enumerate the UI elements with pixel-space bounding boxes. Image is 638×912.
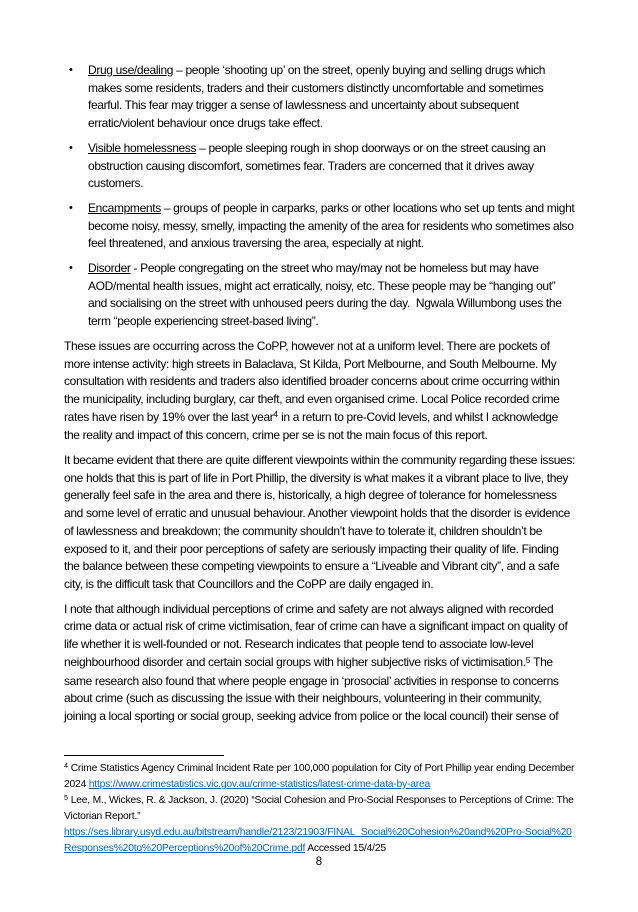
bullet-item-disorder [64, 260, 576, 331]
footnote-4 [64, 761, 576, 793]
bullet-separator: – [160, 200, 174, 215]
footnote-marker-5: 5 [64, 793, 69, 803]
footnote-ref-4: 4 [273, 409, 279, 420]
paragraph-text: I note that although individual perceptions of crime and safety are not always aligned with recorded crime data or actual risk of crime victimisation, fear of crime can have a significant impact on quality of life whether it is well-founded or not. Research indicates that people tend to associate low-level neighbourhood disorder and certain social groups with higher subjective risks of victimisation. [64, 601, 568, 669]
bullet-separator: - [130, 261, 141, 276]
bullet-text [88, 62, 576, 133]
paragraph-text: The same research also found that where people engage in ‘prosocial’ activities in response to concerns about crime (such as discussing the issue with their neighbours, volunteering in their community, joining a local sporting or social group, seeking advice from police or the local council) their sense of [64, 654, 559, 723]
bullet-marker: • [69, 64, 73, 76]
page-number: 8 [315, 856, 323, 868]
bullet-body-text: People congregating on the street who may/may not be homeless but may have AOD/mental health issues, might act erratically, noisy, etc. These people may be “hanging out” and socialising on the street with unhoused peers during the day. Ngwala Willumbong uses the term “people experiencing street-based living”. [88, 261, 562, 329]
footnote-5 [64, 793, 576, 857]
footnote-text: Lee, M., Wickes, R. & Jackson, J. (2020) “Social Cohesion and Pro-Social Responses to Perceptions of Crime: The Victorian Report.” [64, 795, 574, 822]
page-body [64, 62, 576, 733]
bullet-text [88, 260, 576, 331]
bullet-body-text: groups of people in carparks, parks or other locations who set up tents and might become noisy, messy, smelly, impacting the amenity of the area for residents who sometimes also feel threatened, and anxious traversing the area, especially at night. [88, 200, 575, 251]
bullet-marker: • [69, 262, 73, 275]
footnote-5-link[interactable]: https://ses.library.usyd.edu.au/bitstream/handle/2123/21903/FINAL_Social%20Cohesion%20and%20Pro-Social%20Responses%20to%20Perceptions%20of%20Crime.pdf [64, 827, 572, 854]
paragraph-text: These issues are occurring across the CoPP, however not at a uniform level. There are pockets of more intense activity: high streets in Balaclava, St Kilda, Port Melbourne, and South Melbourne. My consultation with residents and traders also identified broader concerns about crime occurring within the municipality, including burglary, car theft, and even organised crime. Local Police recorded crime rates have risen by 19% over the last year [64, 338, 560, 424]
footnote-text: Accessed 15/4/25 [305, 843, 386, 854]
bullet-term-encampments: Encampments [88, 200, 161, 215]
bullet-term-drug-use: Drug use/dealing [88, 63, 174, 77]
footnote-text: Crime Statistics Agency Criminal Incident Rate per 100,000 population for City of Port Phillip year ending December 2024 [64, 763, 575, 790]
footnote-4-link[interactable]: https://www.crimestatistics.vic.gov.au/crime-statistics/latest-crime-data-by-area [88, 779, 431, 790]
footnote-ref-5: 5 [525, 654, 531, 665]
bullet-separator: – [173, 63, 186, 77]
bullet-item-visible-homelessness [64, 140, 576, 193]
bullet-marker: • [69, 201, 73, 214]
bullet-text [88, 200, 576, 253]
bullet-item-encampments [64, 200, 576, 253]
bullet-body-text: people sleeping rough in shop doorways or on the street causing an obstruction causing discomfort, sometimes fear. Traders are concerned that it drives away customers. [88, 140, 546, 191]
bullet-text [88, 140, 576, 193]
paragraph-community-viewpoints: It became evident that there are quite different viewpoints within the community regarding these issues: one holds that this is part of life in Port Phillip, the diversity is what makes it a vibrant place to live, they generally feel safe in the area and there is, historically, a high degree of tolerance for homelessness and some level of erratic and unusual behaviour. Another viewpoint holds that the disorder is evidence of lawlessness and breakdown; the community shouldn’t have to tolerate it, children shouldn’t be exposed to it, and their poor perceptions of safety are seriously impacting their quality of life. Finding the balance between these competing viewpoints to ensure a “Liveable and Vibrant city”, and a safe city, is the difficult task that Councillors and the CoPP are daily engaged in. [64, 453, 576, 591]
bullet-separator: – [196, 140, 209, 155]
footnote-marker-4: 4 [64, 761, 69, 771]
bullet-body-text: people ‘shooting up’ on the street, openly buying and selling drugs which makes some residents, traders and their customers distinctly uncomfortable and sometimes fearful. This fear may trigger a sense of lawlessness and uncertainty about subsequent erratic/violent behaviour once drugs take effect. [88, 63, 546, 131]
bullet-term-disorder: Disorder [88, 261, 131, 276]
footnote-separator [64, 755, 224, 756]
paragraph-crime-perceptions [64, 601, 576, 726]
footnotes-section [64, 755, 576, 857]
bullet-item-drug-use [64, 62, 576, 133]
bullet-term-visible-homelessness: Visible homelessness [88, 140, 197, 155]
bullet-marker: • [69, 141, 73, 154]
paragraph-issues-overview [64, 338, 576, 445]
paragraph-text: in a return to pre-Covid levels, and whilst I acknowledge the reality and impact of this concern, crime per se is not the main focus of this report. [64, 409, 558, 443]
